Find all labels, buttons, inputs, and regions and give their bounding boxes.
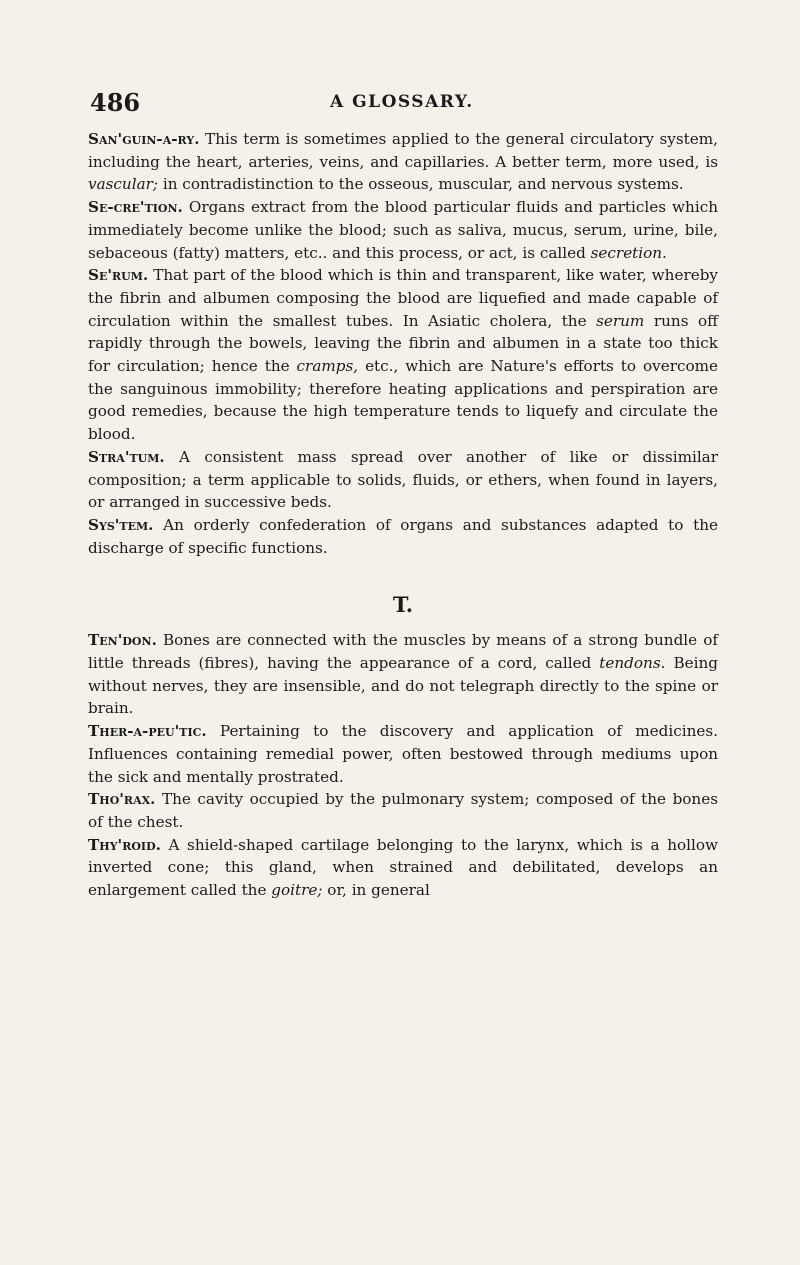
italic-term: tendons. xyxy=(599,654,666,673)
definition-text: Pertaining to the discovery and application of medicines. Influences containing remedial power, often bestowed through mediums upon the sick and mentally prostrated. xyxy=(88,722,718,786)
entries-s xyxy=(88,128,718,559)
definition-text: Organs extract from the blood particular fluids and particles which immediately become unlike the blood; such as saliva, mucus, serum, urine, bile, sebaceous (fatty) matters, etc.. and this process, or act, is called xyxy=(88,198,718,262)
section-letter: T. xyxy=(392,592,414,618)
glossary-term: Tho'rax. xyxy=(88,790,156,809)
italic-term: serum xyxy=(596,311,645,330)
glossary-entry xyxy=(88,196,718,264)
glossary-term: San'guin-a-ry. xyxy=(88,130,200,148)
glossary-term: Stra'tum. xyxy=(88,447,165,466)
entries-t xyxy=(88,629,718,901)
glossary-term: Ten'don. xyxy=(88,631,157,650)
glossary-term: Thy'roid. xyxy=(88,835,161,854)
italic-term: secretion. xyxy=(590,243,667,262)
glossary-term: Se'rum. xyxy=(88,266,149,285)
glossary-entry xyxy=(88,629,718,720)
glossary-entry xyxy=(88,834,718,902)
definition-text: Being without nerves, they are insensible, and do not telegraph directly to the spine or brain. xyxy=(88,654,718,718)
glossary-entry xyxy=(88,514,718,559)
definition-text: That part of the blood which is thin and transparent, like water, whereby the fibrin and albumen composing the blood are liquefied and made capable of circulation within the smallest tubes. In Asiatic cholera, the xyxy=(88,266,718,330)
glossary-entry xyxy=(88,128,718,196)
glossary-entry xyxy=(88,446,718,514)
glossary-entry xyxy=(88,264,718,446)
definition-text: A consistent mass spread over another of like or dissimilar composition; a term applicable to solids, fluids, or ethers, when found in layers, or arranged in successive beds. xyxy=(88,447,718,512)
page-number: 486 xyxy=(90,88,141,117)
definition-text: or, in general xyxy=(322,881,430,900)
definition-text: The cavity occupied by the pulmonary system; composed of the bones of the chest. xyxy=(88,790,718,831)
glossary-body xyxy=(88,128,718,902)
italic-term: cramps, xyxy=(296,357,359,376)
glossary-term: Sys'tem. xyxy=(88,515,154,534)
running-head: A GLOSSARY. xyxy=(330,92,474,112)
glossary-entry xyxy=(88,788,718,833)
glossary-entry xyxy=(88,720,718,788)
glossary-term: Ther-a-peu'tic. xyxy=(88,722,207,741)
definition-text: An orderly confederation of organs and substances adapted to the discharge of specific functions. xyxy=(88,515,718,557)
definition-text: etc., which are Nature's efforts to overcome the sanguinous immobility; therefore heating applications and perspiration are good remedies, because the high temperature tends to liquefy and circulate the blood. xyxy=(88,357,718,444)
definition-text: runs off rapidly through the bowels, leaving the fibrin and albumen in a state too thick for circulation; hence the xyxy=(88,311,718,376)
definition-text: A shield-shaped cartilage belonging to the larynx, which is a hollow inverted cone; this gland, when strained and debilitated, develops an enlargement called the xyxy=(88,835,718,900)
definition-text: Bones are connected with the muscles by means of a strong bundle of little threads (fibres), having the appearance of a cord, called xyxy=(88,631,718,673)
page-header xyxy=(90,88,710,118)
italic-term: vascular; xyxy=(88,175,159,194)
italic-term: goitre; xyxy=(271,881,323,900)
definition-text: in contradistinction to the osseous, muscular, and nervous systems. xyxy=(158,175,684,194)
glossary-term: Se-cre'tion. xyxy=(88,198,183,217)
definition-text: This term is sometimes applied to the general circulatory system, including the heart, arteries, veins, and capillaries. A better term, more used, is xyxy=(88,130,718,171)
